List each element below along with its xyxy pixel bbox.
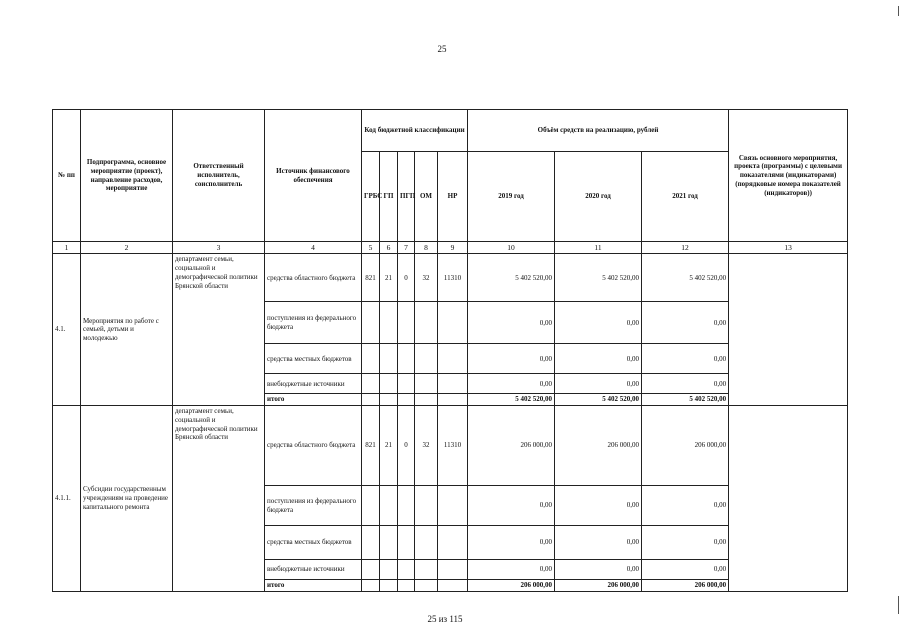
column-number: 12 xyxy=(642,242,729,254)
code-pgp xyxy=(398,374,415,394)
code-grbs xyxy=(362,526,380,560)
header-executor: Ответственный исполнитель, соисполнитель xyxy=(173,110,265,242)
code-om xyxy=(415,580,438,592)
amount-2021: 0,00 xyxy=(642,302,729,344)
funding-source: поступления из федерального бюджета xyxy=(265,302,362,344)
amount-2019: 0,00 xyxy=(468,302,555,344)
code-om xyxy=(415,302,438,344)
funding-source: поступления из федерального бюджета xyxy=(265,486,362,526)
column-number: 9 xyxy=(438,242,468,254)
header-indicator-link: Связь основного мероприятия, проекта (программы) с целевыми показателями (индикаторами) (порядковые номера показателей (индикаторов)) xyxy=(729,110,848,242)
scan-edge-mark xyxy=(898,596,899,614)
budget-table xyxy=(52,109,848,592)
funding-source: средства областного бюджета xyxy=(265,254,362,302)
header-year-2019: 2019 год xyxy=(468,152,555,242)
amount-2021: 206 000,00 xyxy=(642,406,729,486)
code-gp xyxy=(380,580,398,592)
code-pgp xyxy=(398,302,415,344)
measure-name: Субсидии государственным учреждениям на проведение капитального ремонта xyxy=(81,406,173,592)
amount-2019: 0,00 xyxy=(468,526,555,560)
responsible-executor: департамент семьи, социальной и демографической политики Брянской области xyxy=(173,406,265,592)
code-grbs xyxy=(362,486,380,526)
amount-2020: 5 402 520,00 xyxy=(555,254,642,302)
amount-2020-total: 206 000,00 xyxy=(555,580,642,592)
amount-2019: 0,00 xyxy=(468,486,555,526)
amount-2020: 0,00 xyxy=(555,302,642,344)
amount-2019: 5 402 520,00 xyxy=(468,254,555,302)
header-pgp: ПГП xyxy=(398,152,415,242)
header-budget-code: Код бюджетной классификации xyxy=(362,110,468,152)
table-row xyxy=(53,254,848,302)
amount-2021-total: 5 402 520,00 xyxy=(642,394,729,406)
code-gp xyxy=(380,486,398,526)
code-om: 32 xyxy=(415,254,438,302)
funding-source: внебюджетные источники xyxy=(265,374,362,394)
code-np xyxy=(438,344,468,374)
code-np xyxy=(438,580,468,592)
header-year-2021: 2021 год xyxy=(642,152,729,242)
code-gp xyxy=(380,560,398,580)
code-grbs xyxy=(362,344,380,374)
amount-2020-total: 5 402 520,00 xyxy=(555,394,642,406)
code-pgp: 0 xyxy=(398,254,415,302)
amount-2021: 0,00 xyxy=(642,560,729,580)
amount-2021: 0,00 xyxy=(642,344,729,374)
code-pgp xyxy=(398,580,415,592)
column-number: 10 xyxy=(468,242,555,254)
amount-2020: 0,00 xyxy=(555,374,642,394)
amount-2021-total: 206 000,00 xyxy=(642,580,729,592)
code-grbs xyxy=(362,580,380,592)
code-np xyxy=(438,560,468,580)
funding-source: средства местных бюджетов xyxy=(265,526,362,560)
code-np xyxy=(438,374,468,394)
page-number-top: 25 xyxy=(437,44,447,54)
amount-2019: 0,00 xyxy=(468,374,555,394)
code-pgp: 0 xyxy=(398,406,415,486)
code-np xyxy=(438,526,468,560)
code-pgp xyxy=(398,526,415,560)
column-number: 3 xyxy=(173,242,265,254)
code-gp xyxy=(380,394,398,406)
funding-source: средства областного бюджета xyxy=(265,406,362,486)
code-gp: 21 xyxy=(380,406,398,486)
header-year-2020: 2020 год xyxy=(555,152,642,242)
code-om xyxy=(415,394,438,406)
code-pgp xyxy=(398,394,415,406)
header-subprogram: Подпрограмма, основное мероприятие (проект), направление расходов, мероприятие xyxy=(81,110,173,242)
funding-source-total: итого xyxy=(265,580,362,592)
header-grbs: ГРБС xyxy=(362,152,380,242)
amount-2021: 0,00 xyxy=(642,374,729,394)
column-number: 5 xyxy=(362,242,380,254)
code-om xyxy=(415,560,438,580)
amount-2021: 0,00 xyxy=(642,526,729,560)
amount-2020: 0,00 xyxy=(555,486,642,526)
code-pgp xyxy=(398,344,415,374)
code-grbs xyxy=(362,394,380,406)
funding-source: средства местных бюджетов xyxy=(265,344,362,374)
code-np: 11310 xyxy=(438,254,468,302)
amount-2019: 0,00 xyxy=(468,344,555,374)
amount-2021: 5 402 520,00 xyxy=(642,254,729,302)
code-om xyxy=(415,374,438,394)
amount-2021: 0,00 xyxy=(642,486,729,526)
amount-2019: 206 000,00 xyxy=(468,406,555,486)
code-gp xyxy=(380,374,398,394)
code-om xyxy=(415,344,438,374)
funding-source-total: итого xyxy=(265,394,362,406)
amount-2019: 0,00 xyxy=(468,560,555,580)
code-gp xyxy=(380,344,398,374)
header-volume: Объём средств на реализацию, рублей xyxy=(468,110,729,152)
code-np xyxy=(438,302,468,344)
indicator-link-cell xyxy=(729,406,848,592)
code-grbs xyxy=(362,302,380,344)
column-number: 11 xyxy=(555,242,642,254)
code-om xyxy=(415,486,438,526)
scan-edge-mark xyxy=(898,6,899,16)
code-np: 11310 xyxy=(438,406,468,486)
measure-name: Мероприятия по работе с семьей, детьми и молодежью xyxy=(81,254,173,406)
code-pgp xyxy=(398,560,415,580)
amount-2019-total: 206 000,00 xyxy=(468,580,555,592)
code-gp xyxy=(380,526,398,560)
amount-2019-total: 5 402 520,00 xyxy=(468,394,555,406)
code-grbs xyxy=(362,374,380,394)
column-number: 8 xyxy=(415,242,438,254)
column-number: 2 xyxy=(81,242,173,254)
row-number: 4.1. xyxy=(53,254,81,406)
column-number: 7 xyxy=(398,242,415,254)
column-number: 1 xyxy=(53,242,81,254)
header-om: ОМ xyxy=(415,152,438,242)
row-number: 4.1.1. xyxy=(53,406,81,592)
code-grbs: 821 xyxy=(362,406,380,486)
column-number: 13 xyxy=(729,242,848,254)
amount-2020: 0,00 xyxy=(555,526,642,560)
code-grbs: 821 xyxy=(362,254,380,302)
page-footer: 25 из 115 xyxy=(427,614,463,624)
header-np: НР xyxy=(438,152,468,242)
code-pgp xyxy=(398,486,415,526)
code-om xyxy=(415,526,438,560)
table-row xyxy=(53,406,848,486)
code-gp: 21 xyxy=(380,254,398,302)
funding-source: внебюджетные источники xyxy=(265,560,362,580)
column-number: 6 xyxy=(380,242,398,254)
code-np xyxy=(438,486,468,526)
header-gp: ГП xyxy=(380,152,398,242)
code-grbs xyxy=(362,560,380,580)
column-number-row xyxy=(53,242,848,254)
code-gp xyxy=(380,302,398,344)
indicator-link-cell xyxy=(729,254,848,406)
responsible-executor: департамент семьи, социальной и демографической политики Брянской области xyxy=(173,254,265,406)
amount-2020: 206 000,00 xyxy=(555,406,642,486)
code-np xyxy=(438,394,468,406)
code-om: 32 xyxy=(415,406,438,486)
header-num: № пп xyxy=(53,110,81,242)
amount-2020: 0,00 xyxy=(555,560,642,580)
amount-2020: 0,00 xyxy=(555,344,642,374)
column-number: 4 xyxy=(265,242,362,254)
header-source: Источник финансового обеспечения xyxy=(265,110,362,242)
